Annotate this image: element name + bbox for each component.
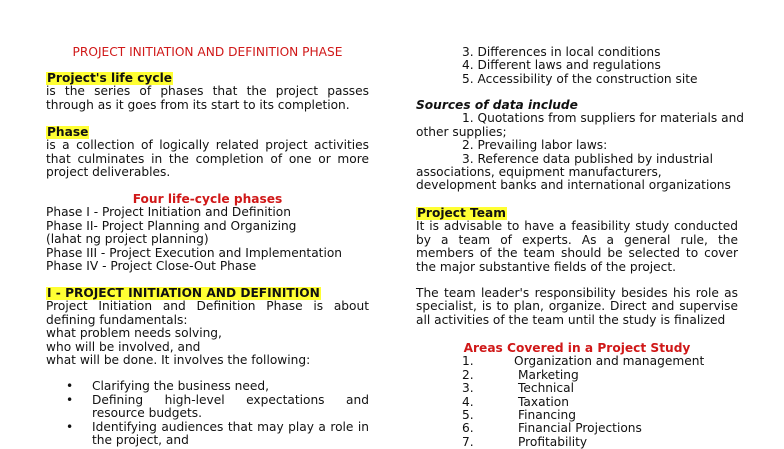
bullet-item: • Identifying audiences that may play a role in the project, and bbox=[46, 421, 369, 448]
area-number: 4. bbox=[462, 394, 474, 409]
area-item bbox=[416, 355, 738, 368]
area-item bbox=[416, 369, 738, 382]
area-label: Financial Projections bbox=[518, 421, 642, 436]
consideration-item: 3. Differences in local conditions bbox=[462, 45, 661, 59]
source-item-cont: other supplies; bbox=[416, 124, 507, 139]
four-phases-section bbox=[46, 193, 369, 273]
sources-heading: Sources of data include bbox=[416, 98, 578, 112]
area-number: 3. bbox=[462, 381, 474, 396]
initiation-intro: Project Initiation and Definition Phase is about defining fundamentals: bbox=[46, 299, 369, 327]
area-label: Profitability bbox=[518, 434, 588, 449]
team-section bbox=[416, 207, 738, 327]
phase-definition: is a collection of logically related project activities that culminates in the completion of one or more project deliverables. bbox=[46, 138, 369, 180]
consideration-item: 4. Different laws and regulations bbox=[462, 58, 661, 73]
phase-item: Phase III - Project Execution and Implementation bbox=[46, 245, 343, 260]
source-item: 2. Prevailing labor laws: bbox=[462, 138, 608, 153]
area-label: Taxation bbox=[518, 394, 569, 409]
area-label: Financing bbox=[518, 407, 576, 422]
phase-item: Phase IV - Project Close-Out Phase bbox=[46, 259, 257, 274]
initiation-line: who will be involved, and bbox=[46, 339, 201, 354]
initiation-section bbox=[46, 287, 369, 447]
lifecycle-heading: Project's life cycle bbox=[47, 71, 173, 85]
lifecycle-section bbox=[46, 72, 369, 112]
team-heading: Project Team bbox=[417, 206, 506, 220]
phase-item: Phase I - Project Initiation and Definition bbox=[46, 205, 291, 220]
source-item: 1. Quotations from suppliers for materials and bbox=[462, 111, 745, 126]
sources-section bbox=[416, 98, 745, 193]
initiation-heading: I - PROJECT INITIATION AND DEFINITION bbox=[47, 286, 320, 300]
document-title: PROJECT INITIATION AND DEFINITION PHASE bbox=[72, 45, 343, 59]
area-item bbox=[416, 396, 738, 409]
area-label: Technical bbox=[518, 381, 574, 396]
source-item-cont: associations, equipment manufacturers, development banks and international organizations bbox=[416, 165, 731, 193]
considerations-list bbox=[416, 46, 738, 86]
area-item bbox=[416, 409, 738, 422]
bullet-item: • Defining high-level expectations and resource budgets. bbox=[46, 394, 369, 421]
areas-section bbox=[416, 342, 738, 449]
areas-heading: Areas Covered in a Project Study bbox=[463, 341, 691, 355]
bullet-item: • Clarifying the business need, bbox=[46, 380, 369, 393]
four-phases-heading: Four life-cycle phases bbox=[132, 192, 283, 206]
phase-item: (lahat ng project planning) bbox=[46, 232, 209, 247]
initiation-line: what problem needs solving, bbox=[46, 326, 222, 341]
area-label: Marketing bbox=[518, 367, 579, 382]
area-item bbox=[416, 436, 738, 449]
consideration-item: 5. Accessibility of the construction site bbox=[462, 71, 698, 86]
area-number: 5. bbox=[462, 407, 474, 422]
area-label: Organization and management bbox=[514, 354, 705, 369]
phase-item: Phase II- Project Planning and Organizing bbox=[46, 218, 297, 233]
phase-section bbox=[46, 126, 369, 180]
area-item bbox=[416, 422, 738, 435]
initiation-line: what will be done. It involves the following: bbox=[46, 353, 311, 368]
team-leader-body: The team leader's responsibility besides his role as specialist, is to plan, organize. Direct and supervise all activities of the team until the study is finalized bbox=[416, 286, 738, 327]
area-item bbox=[416, 382, 738, 395]
source-item: 3. Reference data published by industrial bbox=[462, 151, 713, 166]
team-body: It is advisable to have a feasibility study conducted by a team of experts. As a general rule, the members of the team should be selected to cover the major substantive fields of the project. bbox=[416, 219, 738, 274]
area-number: 6. bbox=[462, 421, 474, 436]
area-number: 7. bbox=[462, 434, 474, 449]
lifecycle-definition: is the series of phases that the project passes through as it goes from its start to its completion. bbox=[46, 84, 369, 112]
area-number: 2. bbox=[462, 367, 474, 382]
phase-heading: Phase bbox=[47, 125, 89, 139]
area-number: 1. bbox=[462, 354, 474, 369]
